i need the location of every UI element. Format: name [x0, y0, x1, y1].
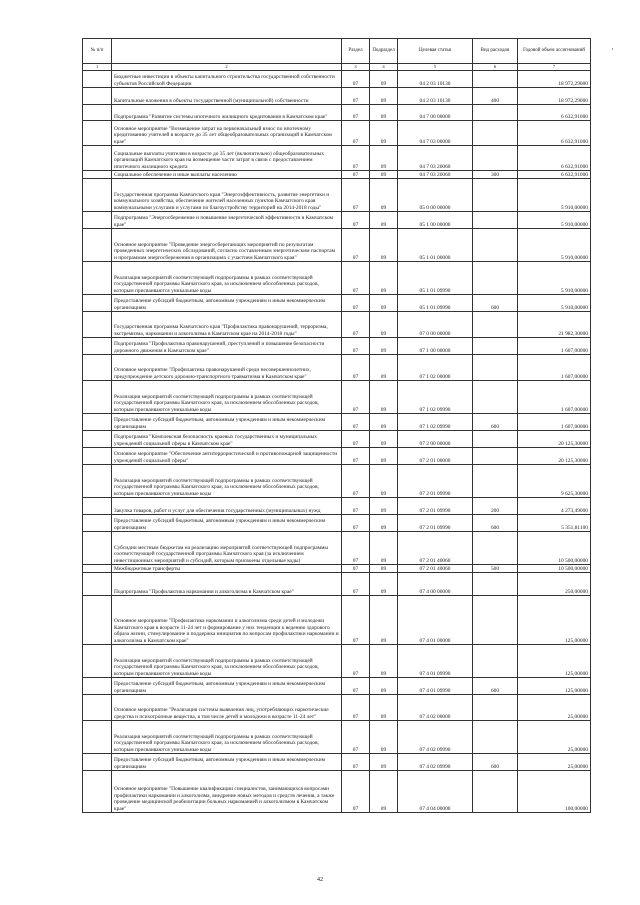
row-razdel: 07 — [342, 721, 370, 754]
column-index: 5 — [398, 64, 473, 71]
row-name: Основное мероприятие "Повышение квалификации специалистов, занимающихся вопросами профилактики наркомании и алкоголизма, внедрение новых методов и средств лечения, а также проведение медицинской реабилитации больных наркоманией и алкоголизмом в Камчатском крае" — [112, 771, 342, 813]
row-target-article: 07 4 02 09990 — [398, 721, 473, 754]
row-target-article: 07 2 01 40060 — [398, 532, 473, 565]
row-razdel: 07 — [342, 414, 370, 431]
row-name: Социальное обеспечение и иные выплаты населению — [112, 171, 342, 179]
row-razdel: 07 — [342, 105, 370, 121]
row-podrazdel: 09 — [370, 515, 398, 532]
row-expense-type — [473, 146, 518, 171]
row-name: Капитальные вложения в объекты государственной (муниципальной) собственности — [112, 88, 342, 105]
header-target-article: Целевая статья — [398, 39, 473, 64]
table-row — [83, 721, 591, 754]
row-amount: 25,00000 — [518, 695, 591, 721]
row-amount: 18 972,29000 — [518, 71, 591, 88]
row-podrazdel: 09 — [370, 179, 398, 212]
row-number — [83, 573, 112, 596]
row-expense-type — [473, 312, 518, 338]
row-expense-type — [473, 645, 518, 678]
row-podrazdel: 09 — [370, 596, 398, 645]
column-index: 7 — [518, 64, 591, 71]
row-number — [83, 721, 112, 754]
row-amount: 1 607,00000 — [518, 338, 591, 355]
row-name: Подпрограмма "Профилактика правонарушений, преступлений и повышение безопасности дорожного движения в Камчатском крае" — [112, 338, 342, 355]
row-target-article: 07 1 02 09990 — [398, 414, 473, 431]
row-expense-type — [473, 338, 518, 355]
row-target-article: 07 2 00 00000 — [398, 431, 473, 448]
column-index: 1 — [83, 64, 112, 71]
row-amount: 5 910,00000 — [518, 229, 591, 262]
row-number — [83, 71, 112, 88]
row-expense-type — [473, 431, 518, 448]
row-number — [83, 381, 112, 414]
row-podrazdel: 09 — [370, 573, 398, 596]
row-target-article: 07 4 01 00000 — [398, 596, 473, 645]
row-podrazdel: 09 — [370, 695, 398, 721]
table-row — [83, 355, 591, 381]
row-razdel: 07 — [342, 171, 370, 179]
row-razdel: 07 — [342, 515, 370, 532]
table-row — [83, 381, 591, 414]
row-podrazdel: 09 — [370, 146, 398, 171]
row-amount: 100,00000 — [518, 771, 591, 813]
table-row — [83, 695, 591, 721]
row-razdel: 07 — [342, 771, 370, 813]
row-expense-type — [473, 573, 518, 596]
row-target-article: 04 2 03 10130 — [398, 88, 473, 105]
table-row — [83, 146, 591, 171]
row-amount: 10 500,00000 — [518, 565, 591, 573]
row-amount: 25,00000 — [518, 754, 591, 771]
table-row — [83, 565, 591, 573]
row-expense-type — [473, 695, 518, 721]
row-name: Реализация мероприятий соответствующей подпрограммы в рамках соответствующей государственной программы Камчатского края, за исключением обособленных расходов, которым присваиваются уникальные коды — [112, 262, 342, 295]
row-podrazdel: 09 — [370, 121, 398, 146]
row-number — [83, 414, 112, 431]
row-target-article: 05 1 01 09990 — [398, 295, 473, 312]
row-expense-type: 400 — [473, 88, 518, 105]
row-name: Бюджетные инвестиции в объекты капитального строительства государственной собственности субъектов Российской Федерации — [112, 71, 342, 88]
row-razdel: 07 — [342, 229, 370, 262]
row-expense-type — [473, 721, 518, 754]
row-number — [83, 596, 112, 645]
header-expense-type: Вид расходов — [473, 39, 518, 64]
column-index: 3 — [342, 64, 370, 71]
table-row — [83, 771, 591, 813]
row-amount: 20 125,30000 — [518, 448, 591, 465]
table-row — [83, 754, 591, 771]
table-row — [83, 338, 591, 355]
row-number — [83, 565, 112, 573]
row-number — [83, 695, 112, 721]
row-podrazdel: 09 — [370, 355, 398, 381]
row-number — [83, 532, 112, 565]
row-target-article: 05 1 00 00000 — [398, 212, 473, 229]
row-amount: 1 607,00000 — [518, 381, 591, 414]
row-target-article: 07 1 00 00000 — [398, 338, 473, 355]
row-expense-type: 200 — [473, 498, 518, 515]
row-podrazdel: 09 — [370, 678, 398, 695]
row-podrazdel: 09 — [370, 721, 398, 754]
row-podrazdel: 09 — [370, 754, 398, 771]
table-row — [83, 573, 591, 596]
row-expense-type — [473, 448, 518, 465]
row-amount: 5 351,81100 — [518, 515, 591, 532]
row-number — [83, 179, 112, 212]
table-row — [83, 262, 591, 295]
row-target-article: 04 7 03 20060 — [398, 171, 473, 179]
row-razdel: 07 — [342, 645, 370, 678]
row-number — [83, 498, 112, 515]
row-expense-type — [473, 465, 518, 498]
row-name: Реализация мероприятий соответствующей подпрограммы в рамках соответствующей государственной программы Камчатского края, за исключением обособленных расходов, которым присваиваются уникальные коды — [112, 645, 342, 678]
row-podrazdel: 09 — [370, 448, 398, 465]
row-name: Предоставление субсидий бюджетным, автономным учреждениям и иным некоммерческим организациям — [112, 754, 342, 771]
row-razdel: 07 — [342, 498, 370, 515]
row-razdel: 07 — [342, 565, 370, 573]
row-target-article: 07 2 01 09990 — [398, 465, 473, 498]
header-num: № п/п — [83, 39, 112, 64]
table-row — [83, 515, 591, 532]
row-target-article: 07 1 02 00000 — [398, 355, 473, 381]
row-target-article: 04 7 03 20060 — [398, 146, 473, 171]
row-amount: 10 500,00000 — [518, 532, 591, 565]
row-target-article: 07 2 01 40060 — [398, 565, 473, 573]
row-number — [83, 171, 112, 179]
row-amount: 125,00000 — [518, 678, 591, 695]
row-razdel: 07 — [342, 431, 370, 448]
row-podrazdel: 09 — [370, 312, 398, 338]
row-amount: 6 632,91000 — [518, 105, 591, 121]
row-amount: 1 607,00000 — [518, 414, 591, 431]
table-row — [83, 431, 591, 448]
row-amount: 5 910,00000 — [518, 262, 591, 295]
row-podrazdel: 09 — [370, 262, 398, 295]
row-amount: 18 972,29000 — [518, 88, 591, 105]
header-podrazdel: Подраздел — [370, 39, 398, 64]
column-index: 6 — [473, 64, 518, 71]
row-podrazdel: 09 — [370, 645, 398, 678]
row-target-article: 04 7 00 00000 — [398, 105, 473, 121]
header-annual-amount: Годовой объем ассигнований — [518, 39, 591, 64]
row-podrazdel: 09 — [370, 295, 398, 312]
table-row — [83, 596, 591, 645]
table-row — [83, 448, 591, 465]
row-name: Государственная программа Камчатского края "Энергоэффективность, развитие энергетики и коммунального хозяйства, обеспечение жителей населенных пунктов Камчатского края коммунальными услугами и услугами по благоустройству территорий на 2014-2018 годы" — [112, 179, 342, 212]
row-podrazdel: 09 — [370, 88, 398, 105]
row-amount: 6 632,91000 — [518, 171, 591, 179]
row-razdel: 07 — [342, 295, 370, 312]
row-target-article: 07 0 00 00000 — [398, 312, 473, 338]
row-name: Предоставление субсидий бюджетным, автономным учреждениям и иным некоммерческим организациям — [112, 678, 342, 695]
row-target-article: 07 4 04 00000 — [398, 771, 473, 813]
row-name: Реализация мероприятий соответствующей подпрограммы в рамках соответствующей государственной программы Камчатского края, за исключением обособленных расходов, которым присваиваются уникальные коды — [112, 381, 342, 414]
row-expense-type — [473, 179, 518, 212]
row-name: Закупка товаров, работ и услуг для обеспечения государственных (муниципальных) нужд — [112, 498, 342, 515]
table-row — [83, 678, 591, 695]
table-row — [83, 171, 591, 179]
row-name: Подпрограмма "Профилактика наркомании и алкоголизма в Камчатском крае" — [112, 573, 342, 596]
row-amount: 1 607,00000 — [518, 355, 591, 381]
row-razdel: 07 — [342, 465, 370, 498]
row-razdel: 07 — [342, 448, 370, 465]
row-expense-type — [473, 532, 518, 565]
row-amount: 125,00000 — [518, 596, 591, 645]
row-name: Основное мероприятие "Обеспечение антитеррористической и противопожарной защищенности учреждений социальной сферы" — [112, 448, 342, 465]
row-razdel: 07 — [342, 695, 370, 721]
row-number — [83, 146, 112, 171]
row-amount: 21 982,30000 — [518, 312, 591, 338]
row-amount: 5 910,00000 — [518, 179, 591, 212]
row-amount: 20 125,30000 — [518, 431, 591, 448]
row-amount: 5 910,00000 — [518, 212, 591, 229]
row-expense-type — [473, 229, 518, 262]
row-number — [83, 262, 112, 295]
row-expense-type — [473, 71, 518, 88]
row-name: Межбюджетные трансферты — [112, 565, 342, 573]
table-row — [83, 71, 591, 88]
row-expense-type: 600 — [473, 678, 518, 695]
row-name: Социальные выплаты учителям в возрасте до 35 лет (включительно) общеобразовательных организаций Камчатского края на возмещение части затрат в связи с предоставлением ипотечного жилищного кредита — [112, 146, 342, 171]
row-number — [83, 312, 112, 338]
row-expense-type: 600 — [473, 515, 518, 532]
row-target-article: 07 2 01 00000 — [398, 448, 473, 465]
row-amount: 6 632,91000 — [518, 121, 591, 146]
row-number — [83, 465, 112, 498]
header-name — [112, 39, 342, 64]
row-target-article: 07 4 01 09990 — [398, 678, 473, 695]
table-row — [83, 645, 591, 678]
row-number — [83, 448, 112, 465]
row-target-article: 07 2 01 09990 — [398, 515, 473, 532]
row-number — [83, 338, 112, 355]
row-podrazdel: 09 — [370, 171, 398, 179]
row-podrazdel: 09 — [370, 565, 398, 573]
table-row — [83, 212, 591, 229]
row-name: Основное мероприятие "Возмещение затрат на первоначальный взнос по ипотечному кредитованию учителей в возрасте до 35 лет общеобразовательных организаций в Камчатском крае" — [112, 121, 342, 146]
row-name: Основное мероприятие "Профилактика наркомании и алкоголизма среди детей и молодежи Камчатского края в возрасте 11-24 лет и формирование у них тенденции к ведению здорового образа жизни, стимулирование и поддержка инициатив по вопросам профилактики наркомании и алкоголизма в Камчатском крае" — [112, 596, 342, 645]
row-number — [83, 355, 112, 381]
row-target-article: 07 4 02 09990 — [398, 754, 473, 771]
row-expense-type — [473, 212, 518, 229]
row-razdel: 07 — [342, 262, 370, 295]
table-row — [83, 121, 591, 146]
row-target-article: 07 4 00 00000 — [398, 573, 473, 596]
row-name: Подпрограмма "Энергосбережение и повышение энергетической эффективности в Камчатском крае" — [112, 212, 342, 229]
row-amount: 9 625,30000 — [518, 465, 591, 498]
row-podrazdel: 09 — [370, 71, 398, 88]
row-expense-type: 600 — [473, 414, 518, 431]
table-row — [83, 229, 591, 262]
row-razdel: 07 — [342, 88, 370, 105]
row-amount: 25,00000 — [518, 721, 591, 754]
row-razdel: 07 — [342, 338, 370, 355]
row-number — [83, 88, 112, 105]
row-name: Основное мероприятие "Профилактика правонарушений среди несовершеннолетних, предупреждение детского дорожно-транспортного травматизма в Камчатском крае" — [112, 355, 342, 381]
row-name: Реализация мероприятий соответствующей подпрограммы в рамках соответствующей государственной программы Камчатского края, за исключением обособленных расходов, которым присваиваются уникальные коды — [112, 721, 342, 754]
column-index: 2 — [112, 64, 342, 71]
row-razdel: 07 — [342, 678, 370, 695]
row-name: Основное мероприятие "Проведение энергосберегающих мероприятий по результатам проведенных энергетических обследований, согласно составленным энергетическим паспортам и программам энергосбережения в организациях с участием Камчатского края" — [112, 229, 342, 262]
table-row — [83, 532, 591, 565]
row-expense-type: 500 — [473, 565, 518, 573]
row-podrazdel: 09 — [370, 414, 398, 431]
row-razdel: 07 — [342, 596, 370, 645]
row-razdel: 07 — [342, 71, 370, 88]
row-expense-type: 600 — [473, 295, 518, 312]
row-number — [83, 771, 112, 813]
row-expense-type: 600 — [473, 754, 518, 771]
row-expense-type — [473, 121, 518, 146]
row-target-article: 04 7 03 00000 — [398, 121, 473, 146]
row-name: Основное мероприятие "Реализация системы выявления лиц, употребляющих наркотические средства и психотропные вещества, в том числе детей и молодежи в возрасте 11-24 лет" — [112, 695, 342, 721]
table-row — [83, 498, 591, 515]
row-target-article: 07 2 01 09990 — [398, 498, 473, 515]
table-header-row — [83, 39, 591, 64]
row-name: Реализация мероприятий соответствующей подпрограммы в рамках соответствующей государственной программы Камчатского края, за исключением обособленных расходов, которым присваиваются уникальные коды — [112, 465, 342, 498]
budget-table — [82, 38, 591, 813]
table-row — [83, 465, 591, 498]
row-amount: 4 273,49000 — [518, 498, 591, 515]
table-row — [83, 179, 591, 212]
row-expense-type — [473, 262, 518, 295]
row-razdel: 07 — [342, 121, 370, 146]
row-name: Предоставление субсидий бюджетным, автономным учреждениям и иным некоммерческим организациям — [112, 515, 342, 532]
row-number — [83, 515, 112, 532]
row-target-article: 07 4 01 09990 — [398, 645, 473, 678]
row-name: Государственная программа Камчатского края "Профилактика правонарушений, терроризма, экстремизма, наркомании и алкоголизма в Камчатском крае на 2014-2018 годы" — [112, 312, 342, 338]
row-razdel: 07 — [342, 381, 370, 414]
page-number: 42 — [317, 877, 323, 883]
row-number — [83, 295, 112, 312]
row-expense-type — [473, 771, 518, 813]
row-razdel: 07 — [342, 179, 370, 212]
row-podrazdel: 09 — [370, 771, 398, 813]
row-podrazdel: 09 — [370, 229, 398, 262]
row-target-article: 07 1 02 09990 — [398, 381, 473, 414]
row-target-article: 05 0 00 00000 — [398, 179, 473, 212]
row-razdel: 07 — [342, 146, 370, 171]
row-razdel: 07 — [342, 312, 370, 338]
row-razdel: 07 — [342, 754, 370, 771]
row-name: Подпрограмма "Комплексная безопасность краевых государственных и муниципальных учреждений социальной сферы в Камчатском крае" — [112, 431, 342, 448]
header-razdel: Раздел — [342, 39, 370, 64]
row-expense-type — [473, 105, 518, 121]
row-razdel: 07 — [342, 573, 370, 596]
row-amount: 5 910,00000 — [518, 295, 591, 312]
row-number — [83, 105, 112, 121]
row-name: Субсидии местным бюджетам на реализацию мероприятий соответствующей подпрограммы соответствующей государственной программы Камчатского края (за исключением инвестиционных мероприятий и субсидий, которым присвоены отдельные коды) — [112, 532, 342, 565]
row-number — [83, 754, 112, 771]
table-row — [83, 88, 591, 105]
row-podrazdel: 09 — [370, 465, 398, 498]
row-target-article: 07 4 02 00000 — [398, 695, 473, 721]
table-row — [83, 312, 591, 338]
row-podrazdel: 09 — [370, 105, 398, 121]
row-number — [83, 645, 112, 678]
table-row — [83, 295, 591, 312]
row-target-article: 04 2 03 10130 — [398, 71, 473, 88]
row-expense-type — [473, 355, 518, 381]
row-expense-type — [473, 596, 518, 645]
row-name: Предоставление субсидий бюджетным, автономным учреждениям и иным некоммерческим организациям — [112, 414, 342, 431]
row-expense-type — [473, 381, 518, 414]
row-amount: 125,00000 — [518, 645, 591, 678]
scan-mark — [612, 48, 613, 50]
row-podrazdel: 09 — [370, 498, 398, 515]
column-index-row — [83, 64, 591, 71]
row-number — [83, 212, 112, 229]
table-row — [83, 414, 591, 431]
row-number — [83, 678, 112, 695]
table-body — [83, 71, 591, 813]
table-row — [83, 105, 591, 121]
row-razdel: 07 — [342, 212, 370, 229]
row-number — [83, 121, 112, 146]
column-index: 4 — [370, 64, 398, 71]
row-number — [83, 229, 112, 262]
row-expense-type: 300 — [473, 171, 518, 179]
row-name: Предоставление субсидий бюджетным, автономным учреждениям и иным некоммерческим организациям — [112, 295, 342, 312]
row-podrazdel: 09 — [370, 212, 398, 229]
row-podrazdel: 09 — [370, 532, 398, 565]
row-number — [83, 431, 112, 448]
row-podrazdel: 09 — [370, 381, 398, 414]
row-name: Подпрограмма "Развитие системы ипотечного жилищного кредитования в Камчатском крае" — [112, 105, 342, 121]
row-podrazdel: 09 — [370, 431, 398, 448]
row-amount: 6 632,91000 — [518, 146, 591, 171]
row-target-article: 05 1 01 00000 — [398, 229, 473, 262]
row-target-article: 05 1 01 09990 — [398, 262, 473, 295]
row-podrazdel: 09 — [370, 338, 398, 355]
row-razdel: 07 — [342, 532, 370, 565]
row-razdel: 07 — [342, 355, 370, 381]
row-amount: 250,00000 — [518, 573, 591, 596]
